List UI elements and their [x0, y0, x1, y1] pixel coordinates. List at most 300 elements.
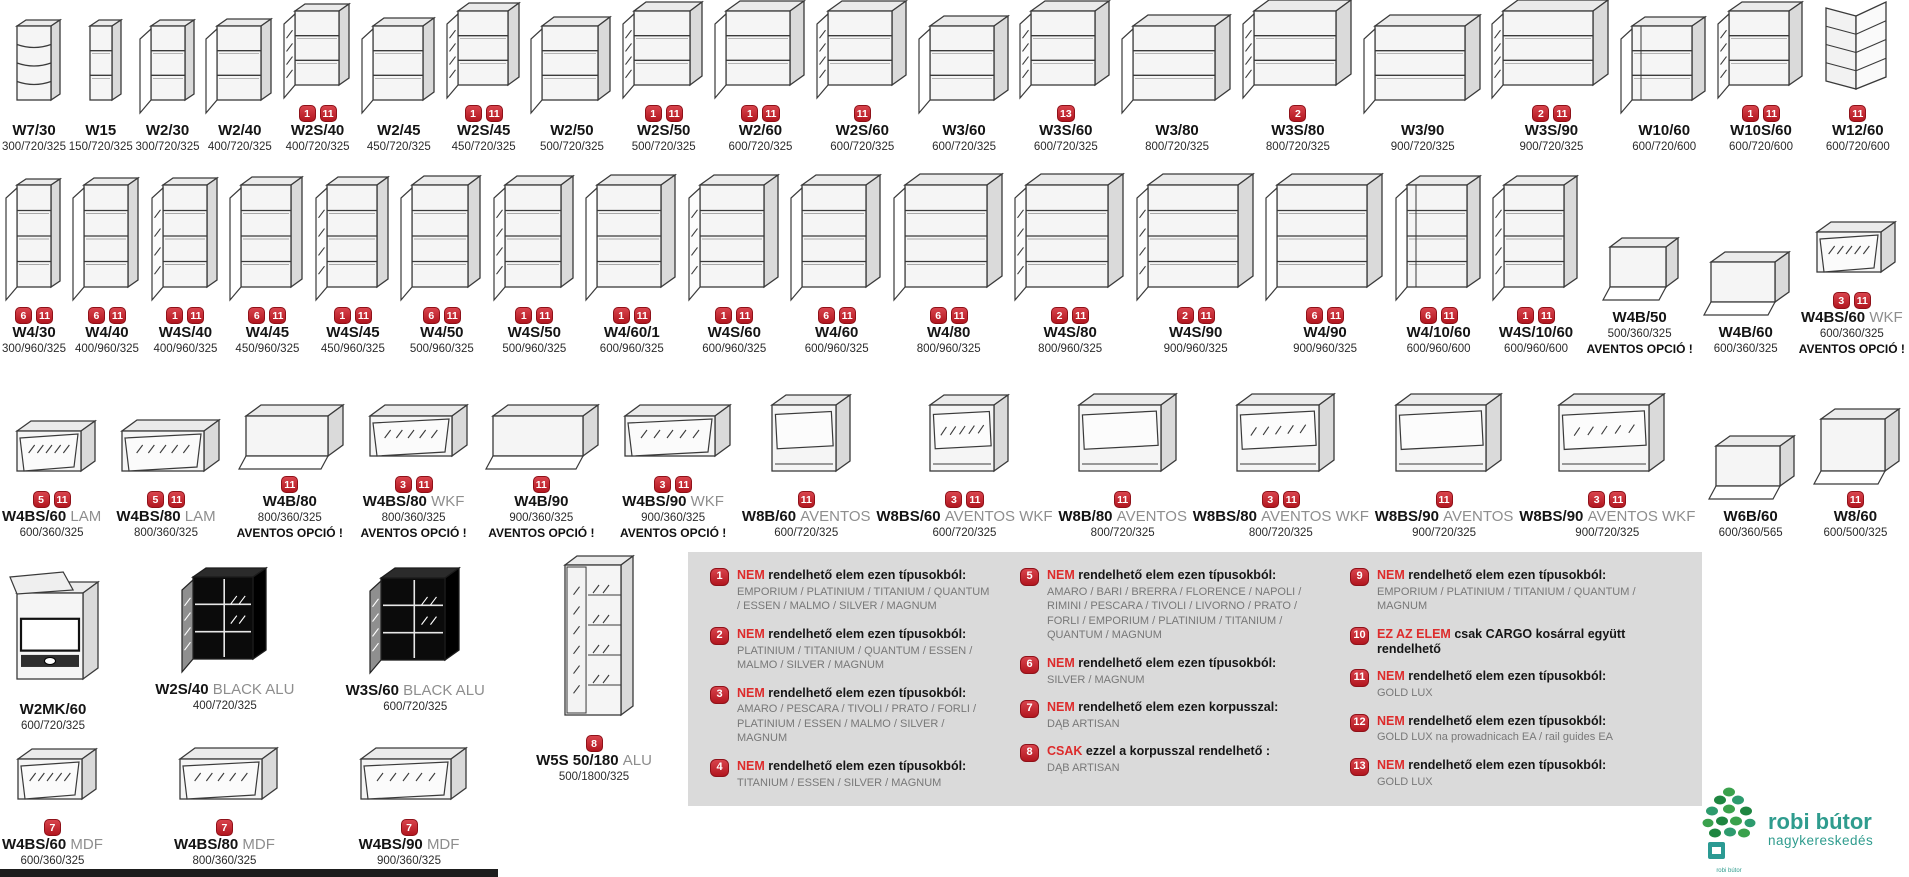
badge-row [613, 307, 651, 324]
footnote-badge: 6 [1420, 307, 1437, 324]
footnote-badge: 11 [1553, 105, 1570, 122]
legend-type-list: GOLD LUX [1377, 775, 1433, 788]
cabinet-model: W4S/90 [1168, 323, 1223, 341]
footnote-badge: 6 [423, 307, 440, 324]
cabinet-dimensions: 900/720/325 [1519, 140, 1584, 153]
cabinet-name [326, 325, 379, 342]
footnote-badge: 11 [1854, 292, 1871, 309]
cabinet-illustration [1811, 0, 1905, 103]
cabinet-model: W4S/40 [158, 323, 213, 341]
badge-row [1532, 105, 1570, 122]
footnote-badge: 10 [1350, 627, 1369, 645]
cabinet-model: W8BS/80 [1192, 507, 1257, 525]
cabinet-model: W2S/50 [637, 121, 691, 139]
badge-row [33, 491, 71, 508]
cabinet-name [1169, 325, 1222, 342]
cabinet-dimensions: 900/720/325 [1390, 140, 1455, 153]
cabinet-item [536, 552, 652, 784]
footnote-badge: 11 [1441, 307, 1458, 324]
cabinet-name [159, 325, 212, 342]
footnote-badge: 1 [741, 105, 758, 122]
cabinet-dimensions: 800/720/325 [1145, 140, 1210, 153]
legend-rule-text: ezzel a korpusszal rendelhető : [1085, 744, 1270, 759]
cabinet-name [1638, 123, 1690, 140]
cabinet-dimensions: 300/960/325 [2, 342, 66, 355]
cabinet-name [1303, 325, 1346, 342]
cabinet-dimensions: 600/500/325 [1823, 526, 1888, 539]
footnote-badge: 11 [355, 307, 372, 324]
legend-rule-text: rendelhető elem ezen típusokból: [768, 568, 967, 582]
footnote-badge: 11 [168, 491, 185, 508]
cabinet-model: W4/80 [927, 323, 971, 341]
cabinet-illustration [148, 174, 223, 305]
footnote-badge: 11 [762, 105, 779, 122]
footnote-badge: 3 [395, 476, 412, 493]
cabinet-variant-suffix: WKF [690, 492, 724, 510]
cabinet-illustration [610, 401, 736, 474]
cabinet-dimensions: 450/720/325 [451, 140, 516, 153]
legend-rule-text: rendelhető elem ezen típusokból: [1408, 669, 1607, 684]
cabinet-name [1155, 123, 1198, 140]
badge-row [334, 307, 372, 324]
cabinet-dimensions: 600/720/325 [728, 140, 793, 153]
badge-row [654, 476, 692, 493]
cabinet-model: W4BS/60 [2, 507, 67, 525]
cabinet-name [815, 325, 858, 342]
footnote-badge: 3 [710, 686, 729, 704]
footnote-badge: 1 [166, 307, 183, 324]
cabinet-dimensions: 900/360/325 [509, 511, 574, 524]
legend-item [1350, 758, 1680, 789]
cabinet-name [1271, 123, 1324, 140]
legend-type-list: AMARO / PESCARA / TIVOLI / PRATO / FORLI / PLATINIUM / ESSEN / MALMO / SILVER / MAGNUM [737, 703, 977, 745]
badge-row [818, 307, 856, 324]
footnote-badge: 11 [486, 105, 503, 122]
footnote-badge: 8 [1020, 744, 1039, 762]
footnote-badge: 6 [818, 307, 835, 324]
cabinet-item [226, 173, 308, 356]
cabinet-illustration [1262, 170, 1388, 305]
cabinet-illustration [1489, 172, 1583, 305]
cabinet-illustration [366, 564, 465, 678]
cabinet-item [1016, 0, 1115, 154]
cabinet-name [1613, 310, 1667, 327]
cabinet-model: W4B/60 [1718, 323, 1773, 341]
cabinet-model: W7/30 [12, 121, 56, 139]
cabinet-name [1519, 509, 1695, 526]
cabinet-item [742, 391, 871, 540]
cabinet-variant-suffix: BLACK ALU [403, 682, 485, 699]
cabinet-name [457, 123, 510, 140]
cabinet-model: W6B/60 [1723, 507, 1778, 525]
cabinet-item [2, 745, 103, 868]
cabinet-model: W4/45 [245, 323, 290, 341]
footnote-badge: 11 [634, 307, 651, 324]
cabinet-dimensions: 800/360/325 [192, 854, 257, 867]
cabinet-item [890, 170, 1008, 356]
cabinet-name [536, 753, 652, 770]
cabinet-name [85, 325, 128, 342]
cabinet-item [1375, 390, 1514, 540]
cabinet-illustration [178, 564, 272, 677]
footnote-badge: 6 [1306, 307, 1323, 324]
cabinet-variant-suffix: MDF [70, 835, 103, 853]
cabinet-illustration [1118, 11, 1236, 118]
legend-rule-text: rendelhető elem ezen típusokból: [1408, 757, 1607, 772]
legend-text [737, 686, 990, 746]
cabinet-dimensions: 600/360/325 [20, 854, 85, 867]
cabinet-dimensions: 300/720/325 [135, 140, 200, 153]
badge-row [1588, 491, 1626, 508]
cabinet-model: W10S/60 [1730, 121, 1792, 139]
cabinet-item [69, 16, 133, 154]
cabinet-illustration [75, 16, 127, 118]
legend-item [710, 568, 990, 614]
legend-keyword: NEM [737, 626, 765, 641]
cabinet-item [397, 172, 486, 356]
badge-row [216, 819, 233, 836]
legend-rule-text: rendelhető elem ezen típusokból: [768, 685, 967, 700]
footnote-badge: 12 [1350, 714, 1369, 732]
cabinet-dimensions: 600/960/325 [702, 342, 767, 355]
cabinet-item [619, 0, 708, 154]
legend-text [1047, 700, 1278, 731]
cabinet-item [1360, 11, 1486, 154]
cabinet-variant-suffix: WKF [431, 492, 465, 510]
footnote-badge: 11 [109, 307, 126, 324]
cabinet-dimensions: 600/360/565 [1718, 526, 1783, 539]
footnote-badge: 1 [645, 105, 662, 122]
cabinet-name [550, 123, 593, 140]
logo-text [1768, 810, 1873, 848]
footnote-badge: 11 [1283, 491, 1300, 508]
cabinet-illustration [1239, 0, 1357, 103]
legend-item [710, 759, 990, 790]
cabinet-illustration [890, 170, 1008, 305]
cabinet-name [1406, 325, 1470, 342]
footnote-badge: 3 [1833, 292, 1850, 309]
footnote-badge: 11 [736, 307, 753, 324]
cabinet-dimensions: 400/720/325 [285, 140, 350, 153]
cabinet-illustration [1802, 218, 1901, 290]
cabinet-model: W4B/90 [514, 492, 569, 510]
cabinet-model: W2S/40 [290, 121, 345, 139]
cabinet-item [148, 174, 223, 356]
cabinet-item [1262, 170, 1388, 356]
footnote-badge: 11 [1609, 491, 1626, 508]
badge-row [15, 307, 53, 324]
legend-item [1020, 568, 1320, 643]
cabinet-name [1039, 123, 1092, 140]
cabinet-item [1617, 13, 1711, 154]
cabinet-illustration [2, 16, 66, 118]
cabinet-dimensions: 600/720/600 [1632, 140, 1697, 153]
cabinet-item [280, 0, 355, 154]
badge-row [945, 491, 983, 508]
cabinet-dimensions: 800/720/325 [1248, 526, 1313, 539]
footnote-badge: 5 [33, 491, 50, 508]
badge-row [299, 105, 337, 122]
cabinet-model: W10/60 [1638, 121, 1691, 139]
cabinet-item [1489, 172, 1583, 356]
cabinet-illustration [1617, 13, 1711, 118]
legend-type-list: GOLD LUX [1377, 687, 1433, 700]
legend-item [1350, 627, 1680, 657]
cabinet-dimensions: 800/720/325 [1265, 140, 1330, 153]
cabinet-illustration [490, 172, 579, 305]
cabinet-illustration [1381, 390, 1507, 489]
cabinet-dimensions: 800/360/325 [257, 511, 322, 524]
cabinet-model: W4BS/90 [358, 835, 423, 853]
aventos-option-note: AVENTOS OPCIÓ ! [620, 526, 727, 540]
cabinet-item [527, 13, 616, 154]
cabinet-dimensions: 800/360/325 [134, 526, 198, 539]
cabinet-item [813, 0, 912, 154]
cabinet-dimensions: 600/960/325 [804, 342, 869, 355]
cabinet-illustration [1360, 11, 1486, 118]
brand-logo [1700, 784, 1873, 874]
cabinet-model: W2S/40 [155, 681, 209, 698]
cabinet-model: W8/60 [1833, 507, 1878, 525]
footnote-badge: 1 [334, 307, 351, 324]
cabinet-dimensions: 450/720/325 [366, 140, 431, 153]
badge-row [1051, 307, 1089, 324]
cabinet-variant-suffix: MDF [242, 835, 275, 853]
footnote-badge: 4 [710, 759, 729, 777]
badge-row [1833, 292, 1871, 309]
badge-row [1114, 491, 1131, 508]
badge-row [798, 491, 815, 508]
cabinet-item [1811, 0, 1905, 154]
cabinet-dimensions: 800/720/325 [1090, 526, 1155, 539]
aventos-option-note: AVENTOS OPCIÓ ! [488, 526, 595, 540]
legend-text [1047, 744, 1270, 775]
legend-text [737, 627, 990, 673]
cabinet-model: W4S/10/60 [1498, 323, 1574, 341]
cabinet-name [1525, 123, 1578, 140]
cabinet-model: W3S/90 [1524, 121, 1579, 139]
cabinet-name [218, 123, 261, 140]
cabinet-variant-suffix: AVENTOS WKF [1587, 507, 1696, 525]
cabinet-item [1133, 170, 1259, 356]
legend-type-list: SILVER / MAGNUM [1047, 673, 1145, 686]
cabinet-dimensions: 400/720/325 [192, 699, 257, 712]
cabinet-illustration [527, 13, 616, 118]
legend-rule-text: rendelhető elem ezen típusokból: [1408, 713, 1607, 728]
cabinet-model: W3/60 [942, 121, 986, 139]
cabinet-name [291, 123, 344, 140]
cabinet-illustration [1806, 405, 1905, 489]
cabinet-dimensions: 600/720/325 [21, 719, 85, 732]
aventos-option-note: AVENTOS OPCIÓ ! [236, 526, 343, 540]
cabinet-model: W4BS/60 [1800, 308, 1866, 326]
footnote-badge: 11 [320, 105, 337, 122]
bottom-crop-bar [0, 869, 498, 877]
footnote-badge: 2 [1532, 105, 1549, 122]
cabinet-illustration [2, 417, 101, 489]
cabinet-dimensions: 400/720/325 [207, 140, 272, 153]
cabinet-model: W8B/80 [1058, 507, 1113, 525]
footnote-badge: 11 [839, 307, 856, 324]
footnote-badge: 11 [1198, 307, 1215, 324]
cabinet-illustration [619, 0, 708, 103]
legend-rule-text: csak CARGO kosárral együtt rendelhető [1377, 626, 1626, 656]
legend-keyword: NEM [1377, 757, 1405, 772]
footnote-badge: 11 [666, 105, 683, 122]
legend-type-list: AMARO / BARI / BRERRA / FLORENCE / NAPOLI / RIMINI / PESCARA / TIVOLI / LIVORNO / PRATO / FORLI / EMPORIUM / PLATINIUM / TITANIUM / QUANTUM / MAGNUM [1047, 585, 1302, 642]
cabinet-variant-suffix: LAM [70, 507, 102, 525]
cabinet-item [711, 0, 810, 154]
logo-mini-caption: robi bútor [1716, 868, 1742, 874]
cabinet-item [1587, 234, 1693, 356]
cabinet-item [610, 401, 736, 540]
cabinet-item [136, 16, 200, 154]
cabinet-illustration [582, 171, 681, 305]
badge-row [1420, 307, 1458, 324]
footnote-badge: 11 [951, 307, 968, 324]
cabinet-variant-suffix: AVENTOS [1443, 507, 1514, 525]
badge-row [401, 819, 418, 836]
legend-panel [688, 552, 1702, 806]
footnote-badge: 5 [147, 491, 164, 508]
cabinet-illustration [757, 391, 856, 489]
cabinet-model: W4BS/90 [622, 492, 687, 510]
badge-row [741, 105, 779, 122]
cabinet-illustration [685, 171, 784, 305]
cabinet-variant-suffix: AVENTOS [800, 507, 871, 525]
footnote-badge: 1 [710, 568, 729, 586]
cabinet-variant-suffix: WKF [1869, 308, 1903, 326]
footnote-badge: 1 [1517, 307, 1534, 324]
badge-row [533, 476, 550, 493]
cabinet-model: W15 [85, 121, 117, 139]
cabinet-dimensions: 600/720/600 [1825, 140, 1890, 153]
cabinet-dimensions: 500/720/325 [539, 140, 604, 153]
footnote-badge: 11 [533, 476, 550, 493]
cabinet-dimensions: 900/960/325 [1163, 342, 1228, 355]
legend-rule-text: rendelhető elem ezen típusokból: [768, 626, 967, 641]
cabinet-item [1011, 170, 1129, 356]
cabinet-model: W8BS/60 [876, 507, 941, 525]
badge-row [715, 307, 753, 324]
cabinet-item [876, 391, 1052, 540]
cabinet-item [443, 0, 525, 154]
legend-type-list: PLATINIUM / TITANIUM / QUANTUM / ESSEN / MALMO / SILVER / MAGNUM [737, 644, 973, 672]
footnote-badge: 11 [416, 476, 433, 493]
legend-keyword: NEM [737, 568, 765, 582]
footnote-badge: 1 [299, 105, 316, 122]
footnote-badge: 1 [1742, 105, 1759, 122]
cabinet-model: W2S/60 [835, 121, 889, 139]
footnote-badge: 11 [1436, 491, 1453, 508]
footnote-badge: 11 [1327, 307, 1344, 324]
legend-keyword: EZ AZ ELEM [1377, 626, 1451, 641]
cabinet-dimensions: 900/720/325 [1412, 526, 1477, 539]
cabinet-name [1375, 509, 1514, 526]
cabinet-name [708, 325, 761, 342]
cabinet-name [637, 123, 690, 140]
cabinet-name [942, 123, 985, 140]
cabinet-item [2, 16, 66, 154]
footnote-badge: 13 [1057, 105, 1075, 122]
cabinet-illustration [1714, 0, 1808, 103]
legend-item [710, 627, 990, 673]
cabinet-dimensions: 800/360/325 [381, 511, 446, 524]
cabinet-model: W4/10/60 [1406, 323, 1471, 341]
cabinet-illustration [1133, 170, 1259, 305]
cabinet-illustration [1392, 172, 1486, 305]
legend-keyword: NEM [737, 685, 765, 700]
cabinet-dimensions: 600/960/325 [599, 342, 664, 355]
cabinet-name [927, 325, 970, 342]
badge-row [147, 491, 185, 508]
footnote-badge: 11 [966, 491, 983, 508]
legend-keyword: NEM [1377, 568, 1405, 582]
legend-type-list: GOLD LUX na prowadnicach EA / rail guides EA [1377, 731, 1614, 744]
cabinet-dimensions: 450/960/325 [235, 342, 300, 355]
cabinet-variant-suffix: AVENTOS [1116, 507, 1187, 525]
cabinet-name [12, 325, 55, 342]
cabinet-illustration [1064, 390, 1182, 489]
cabinet-name [246, 325, 289, 342]
footnote-badge: 11 [854, 105, 871, 122]
aventos-option-note: AVENTOS OPCIÓ ! [360, 526, 467, 540]
cabinet-dimensions: 900/360/325 [641, 511, 706, 524]
badge-row [166, 307, 204, 324]
badge-row [395, 476, 433, 493]
cabinet-item [1118, 11, 1236, 154]
footnote-badge: 11 [1350, 669, 1369, 687]
legend-keyword: NEM [1047, 700, 1075, 715]
cabinet-illustration [1544, 390, 1670, 489]
legend-column-3 [1350, 568, 1680, 790]
cabinet-illustration [397, 172, 486, 305]
badge-row [248, 307, 286, 324]
cabinet-name [508, 325, 561, 342]
badge-row [1849, 105, 1866, 122]
cabinet-dimensions: 400/960/325 [153, 342, 218, 355]
cabinet-dimensions: 600/960/600 [1504, 342, 1568, 355]
cabinet-name [12, 123, 55, 140]
badge-row [44, 819, 61, 836]
cabinet-model: W4S/45 [326, 323, 380, 341]
cabinet-illustration [312, 173, 394, 305]
cabinet-item [1799, 218, 1905, 356]
cabinet-dimensions: 600/720/325 [774, 526, 839, 539]
cabinet-dimensions: 150/720/325 [68, 140, 133, 153]
legend-item [1020, 700, 1320, 731]
cabinet-name [1043, 325, 1096, 342]
footnote-badge: 11 [1847, 491, 1864, 508]
cabinet-name [116, 509, 215, 526]
legend-rule-text: rendelhető elem ezen korpusszal: [1078, 700, 1279, 715]
cabinet-item [1806, 405, 1905, 540]
footnote-badge: 7 [401, 819, 418, 836]
cabinet-illustration [202, 15, 277, 118]
cabinet-model: W4B/80 [262, 492, 317, 510]
cabinet-model: W2MK/60 [19, 701, 87, 718]
cabinet-item [1392, 172, 1486, 356]
footnote-badge: 2 [1051, 307, 1068, 324]
cabinet-model: W2/60 [738, 121, 783, 139]
cabinet-illustration [2, 558, 104, 697]
legend-text [1377, 627, 1680, 657]
cabinet-name [1730, 123, 1792, 140]
cabinet-item [346, 744, 472, 868]
cabinet-dimensions: 800/960/325 [916, 342, 981, 355]
footnote-badge: 11 [1114, 491, 1131, 508]
footnote-badge: 11 [444, 307, 461, 324]
